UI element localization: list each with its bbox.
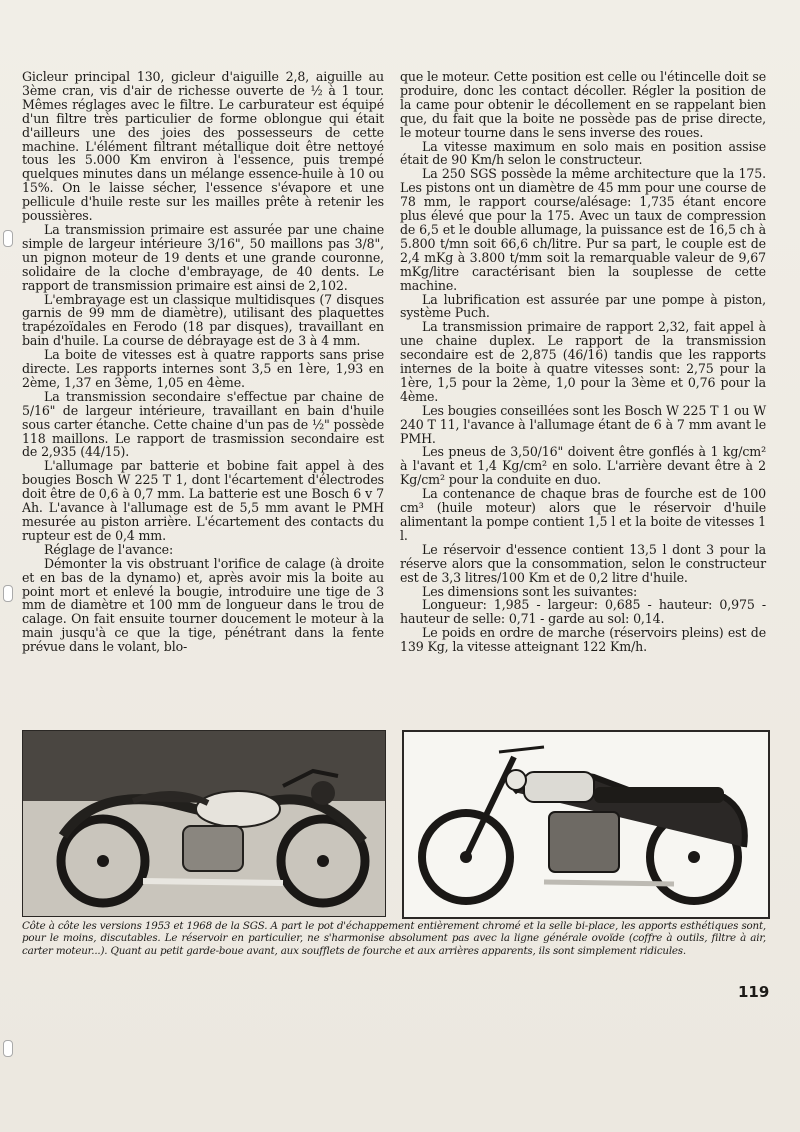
paragraph: Le réservoir d'essence contient 13,5 l dont 3 pour la réserve alors que la consommation, selon le constructeur est de 3,3 litres/100 Km et de 0,2 litre d'huile. — [400, 541, 766, 585]
paragraph: Les pneus de 3,50/16" doivent être gonflés à 1 kg/cm² à l'avant et 1,4 Kg/cm² en solo. L'arrière devant être à 2 Kg/cm² pour la conduite en duo. — [400, 444, 766, 488]
section-subheading: Réglage de l'avance: — [44, 541, 174, 557]
photo-sgs-1953 — [22, 730, 386, 917]
paragraph: Longueur: 1,985 - largeur: 0,685 - hauteur: 0,975 - hauteur de selle: 0,71 - garde au sol: 0,14. — [400, 597, 766, 627]
paragraph: La transmission primaire de rapport 2,32, fait appel à une chaine duplex. Le rapport de la transmission secondaire est de 2,875 (46/16) tandis que les rapports internes de la boite à quatre vitesses sont: 2,75 pour la 1ère, 1,5 pour la 2ème, 1,0 pour la 3ème et 0,76 pour la 4ème. — [400, 319, 766, 404]
binder-hole — [3, 585, 13, 602]
photo-caption: Côte à côte les versions 1953 et 1968 de la SGS. A part le pot d'échappement entièrement chromé et la selle bi-place, les apports esthétiques sont, pour le moins, discutables. Le réservoir en particulier, ne s'harmonise absolument pas avec la ligne générale ovoïde (coffre à outils, filtre à air, carter moteur...). Quant au petit garde-boue avant, aux soufflets de fourche et aux arrières apparents, ils sont simplement ridicules. — [22, 920, 766, 957]
paragraph: La contenance de chaque bras de fourche est de 100 cm³ (huile moteur) alors que le réservoir d'huile alimentant la pompe contient 1,5 l et la boite de vitesses 1 l. — [400, 486, 766, 543]
paragraph: La transmission secondaire s'effectue par chaine de 5/16" de largeur intérieure, travaillant en bain d'huile sous carter étanche. Cette chaine d'un pas de ½" possède 118 maillons. Le rapport de trasmission secondaire est de 2,935 (44/15). — [22, 388, 384, 460]
motorcycle-1968-icon — [404, 732, 768, 917]
binder-hole — [3, 1040, 13, 1057]
paragraph: La boite de vitesses est à quatre rapports sans prise directe. Les rapports internes sont 3,5 en 1ère, 1,93 en 2ème, 1,37 en 3ème, 1,05 en 4ème. — [22, 347, 384, 390]
paragraph: La transmission primaire est assurée par une chaine simple de largeur intérieure 3/16", 50 maillons pas 3/8", un pignon moteur de 19 dents et une grande couronne, solidaire de la cloche d'embrayage, de 40 dents. Le rapport de transmission primaire est ainsi de 2,102. — [22, 221, 384, 293]
paragraph: La lubrification est assurée par une pompe à piston, système Puch. — [400, 291, 766, 321]
paragraph: La 250 SGS possède la même architecture que la 175. Les pistons ont un diamètre de 45 mm pour une course de 78 mm, le rapport course/alésage: 1,735 étant encore plus élevé que pour la 175. Avec un taux de compression de 6,5 et le double allumage, la puissance est de 16,5 ch à 5.800 t/mn soit 66,6 ch/litre. Pur sa part, le couple est de 2,4 mKg à 3.800 t/mm soit la remarquable valeur de 9,67 mKg/litre caractérisant bien la souplesse de cette machine. — [400, 166, 766, 293]
paragraph: L'allumage par batterie et bobine fait appel à des bougies Bosch W 225 T 1, dont l'écartement d'électrodes doit être de 0,6 à 0,7 mm. La batterie est une Bosch 6 v 7 Ah. L'avance à l'allumage est de 5,5 mm avant le PMH mesurée au piston arrière. L'écartement des contacts du rupteur est de 0,4 mm. — [22, 458, 384, 543]
paragraph: Gicleur principal 130, gicleur d'aiguille 2,8, aiguille au 3ème cran, vis d'air de richesse ouverte de ½ à 1 tour. Mêmes réglages avec le filtre. Le carburateur est équipé d'un filtre très particulier de forme oblongue qui était d'ailleurs une des joies des possesseurs de cette machine. L'élément filtrant métallique doit être nettoyé tous les 5.000 Km environ à l'essence, puis trempé quelques minutes dans un mélange essence-huile à 10 ou 15%. On le laisse sécher, l'essence s'évapore et une pellicule d'huile reste sur les mailles prête à retenir les poussières. — [22, 69, 384, 224]
left-text-column — [22, 70, 384, 654]
page-number: 119 — [738, 983, 770, 1001]
paragraph: Les bougies conseillées sont les Bosch W 225 T 1 ou W 240 T 11, l'avance à l'allumage étant de 6 à 7 mm avant le PMH. — [400, 402, 766, 446]
right-text-column — [400, 70, 766, 654]
paragraph: L'embrayage est un classique multidisques (7 disques garnis de 99 mm de diamètre), utilisant des plaquettes trapézoïdales en Ferodo (18 par disques), travaillant en bain d'huile. La course de débrayage est de 3 à 4 mm. — [22, 291, 384, 349]
paragraph: Le poids en ordre de marche (réservoirs pleins) est de 139 Kg, la vitesse atteignant 122 Km/h. — [400, 625, 766, 655]
paragraph: Démonter la vis obstruant l'orifice de calage (à droite et en bas de la dynamo) et, après avoir mis la boite au point mort et enlevé la bougie, introduire une tige de 3 mm de diamètre et 100 mm de longueur dans le trou de calage. On fait ensuite tourner doucement le moteur à la main jusqu'à ce que la tige, pénétrant dans la fente prévue dans le volant, blo- — [22, 555, 384, 655]
photo-sgs-1968 — [402, 730, 770, 919]
paragraph: que le moteur. Cette position est celle ou l'étincelle doit se produire, donc les contact décoller. Régler la position de la came pour obtenir le décollement en se rappelant bien que, du fait que la boite ne possède pas de prise directe, le moteur tourne dans le sens inverse des roues. — [400, 69, 766, 140]
paragraph: La vitesse maximum en solo mais en position assise était de 90 Km/h selon le constructeur. — [400, 138, 766, 168]
paragraph: Les dimensions sont les suivantes: — [422, 583, 638, 599]
binder-hole — [3, 230, 13, 247]
motorcycle-1953-icon — [23, 731, 385, 916]
